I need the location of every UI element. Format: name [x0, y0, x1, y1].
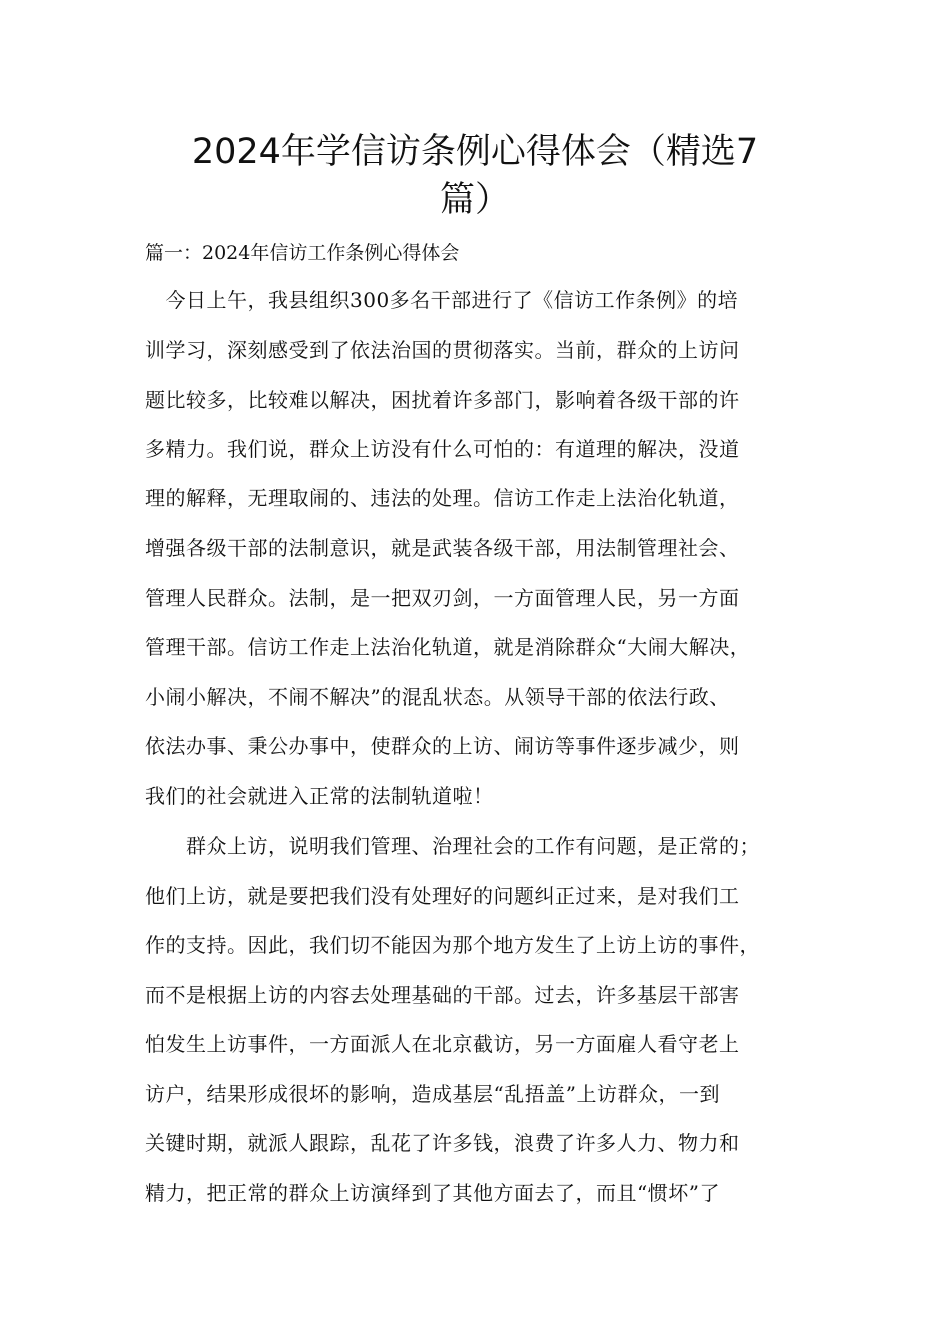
- paragraph-line: 增强各级干部的法制意识，就是武装各级干部，用法制管理社会、: [145, 536, 740, 560]
- paragraph-line: 依法办事、秉公办事中，使群众的上访、闹访等事件逐步减少，则: [145, 734, 740, 758]
- paragraph-line: 访户，结果形成很坏的影响，造成基层“乱捂盖”上访群众，一到: [145, 1082, 720, 1106]
- paragraph-line: 多精力。我们说，群众上访没有什么可怕的：有道理的解决，没道: [145, 437, 740, 461]
- document-title: [145, 128, 805, 224]
- paragraph-line: 群众上访，说明我们管理、治理社会的工作有问题，是正常的；: [145, 834, 760, 858]
- paragraph-line: 理的解释，无理取闹的、违法的处理。信访工作走上法治化轨道，: [145, 486, 740, 510]
- section-heading: 篇一：2024年信访工作条例心得体会: [145, 242, 460, 264]
- title-line-2: 篇）: [439, 180, 510, 220]
- paragraph-line: 作的支持。因此，我们切不能因为那个地方发生了上访上访的事件，: [145, 933, 760, 957]
- paragraph-line: 管理干部。信访工作走上法治化轨道，就是消除群众“大闹大解决，: [145, 635, 751, 659]
- paragraph-line: 关键时期，就派人跟踪，乱花了许多钱，浪费了许多人力、物力和: [145, 1131, 740, 1155]
- paragraph-line: 管理人民群众。法制，是一把双刃剑，一方面管理人民，另一方面: [145, 586, 740, 610]
- paragraph-line: 今日上午，我县组织300多名干部进行了《信访工作条例》的培: [145, 288, 739, 312]
- paragraph-line: 小闹小解决，不闹不解决”的混乱状态。从领导干部的依法行政、: [145, 685, 730, 709]
- paragraph-line: 训学习，深刻感受到了依法治国的贯彻落实。当前，群众的上访问: [145, 338, 740, 362]
- paragraph-line: 精力，把正常的群众上访演绎到了其他方面去了，而且“惯坏”了: [145, 1181, 720, 1205]
- title-line-1: 2024年学信访条例心得体会（精选7: [191, 132, 759, 172]
- paragraph-line: 而不是根据上访的内容去处理基础的干部。过去，许多基层干部害: [145, 983, 740, 1007]
- paragraph-line: 怕发生上访事件，一方面派人在北京截访，另一方面雇人看守老上: [145, 1032, 740, 1056]
- paragraph-line: 他们上访，就是要把我们没有处理好的问题纠正过来，是对我们工: [145, 884, 740, 908]
- paragraph-line: 我们的社会就进入正常的法制轨道啦！: [145, 784, 494, 808]
- paragraph-line: 题比较多，比较难以解决，困扰着许多部门，影响着各级干部的许: [145, 388, 740, 412]
